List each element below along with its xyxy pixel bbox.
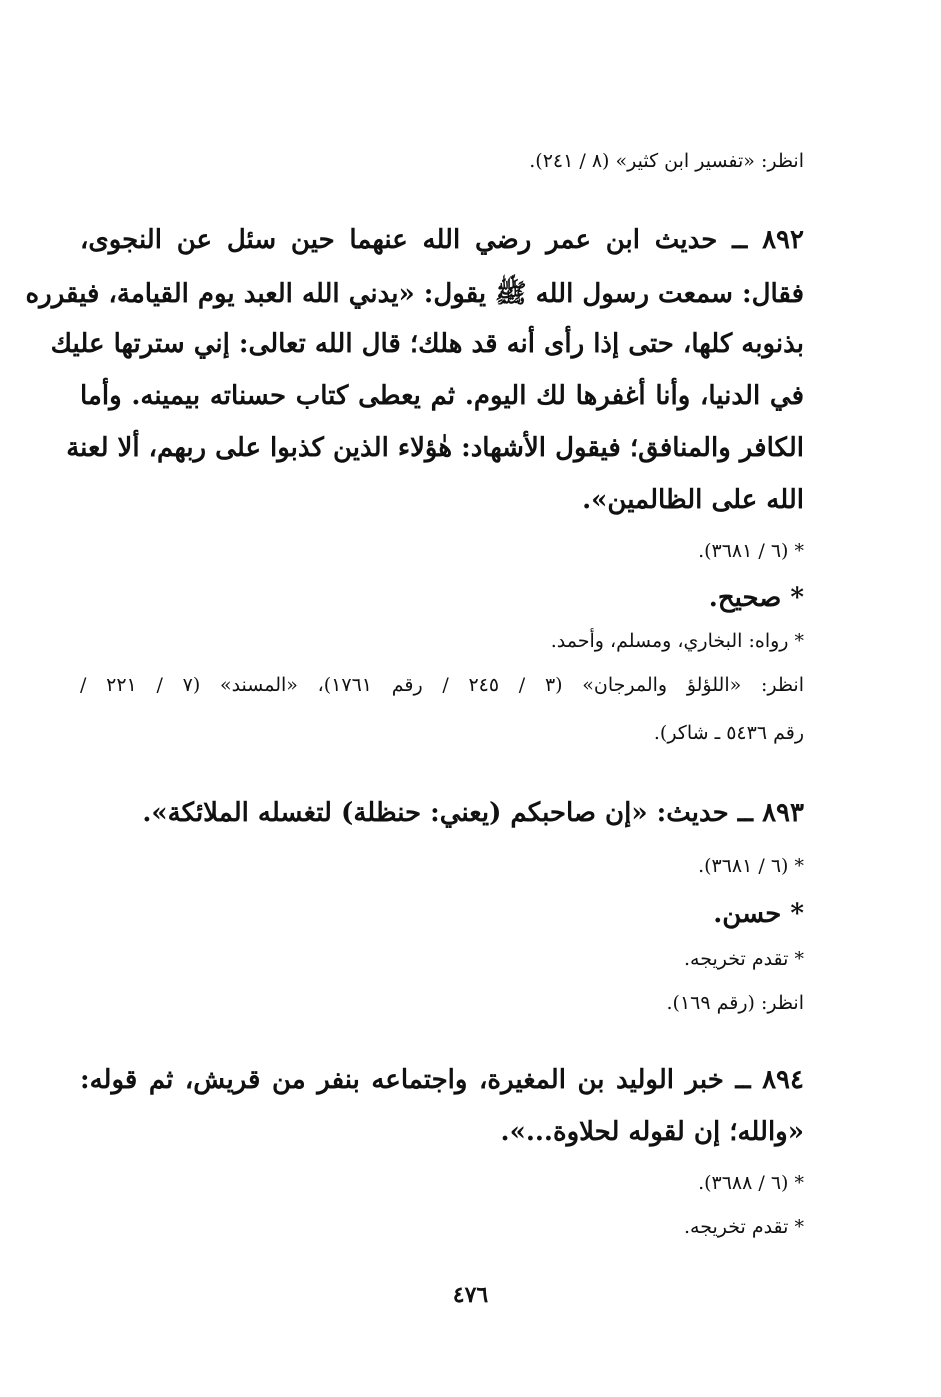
hadith-892-line-2: فقال: سمعت رسول الله ﷺ يقول: «يدني الله العبد يوم القيامة، فيقرره — [25, 279, 804, 309]
hadith-892-reference-line-2: رقم ٥٤٣٦ ـ شاكر). — [653, 722, 804, 744]
hadith-894-line-1: ٨٩٤ ــ خبر الوليد بن المغيرة، واجتماعه بنفر من قريش، ثم قوله: — [80, 1065, 804, 1095]
hadith-892-line-4: في الدنيا، وأنا أغفرها لك اليوم. ثم يعطى كتاب حسناته بيمينه. وأما — [80, 381, 804, 411]
hadith-892-line-3: بذنوبه كلها، حتى إذا رأى أنه قد هلك؛ قال الله تعالى: إني سترتها عليك — [50, 329, 804, 359]
hadith-893-takhrij: * تقدم تخريجه. — [683, 948, 804, 970]
book-page — [25, 0, 804, 1397]
hadith-892-line-6: الله على الظالمين». — [582, 485, 804, 515]
hadith-892-line-1: ٨٩٢ ــ حديث ابن عمر رضي الله عنهما حين سئل عن النجوى، — [80, 225, 804, 255]
hadith-892-narrators: * رواه: البخاري، ومسلم، وأحمد. — [550, 630, 804, 652]
hadith-894-volume-ref: * (٦ / ٣٦٨٨). — [698, 1172, 804, 1194]
hadith-893-text: ٨٩٣ ــ حديث: «إن صاحبكم (يعني: حنظلة) لتغسله الملائكة». — [142, 798, 804, 828]
hadith-894-takhrij: * تقدم تخريجه. — [683, 1216, 804, 1238]
hadith-892-volume-ref: * (٦ / ٣٦٨١). — [698, 540, 804, 562]
hadith-892-line-5: الكافر والمنافق؛ فيقول الأشهاد: هٰؤلاء الذين كذبوا على ربهم، ألا لعنة — [66, 433, 804, 463]
hadith-893-volume-ref: * (٦ / ٣٦٨١). — [698, 855, 804, 877]
hadith-892-grade: * صحيح. — [708, 583, 804, 613]
reference-line-tafsir: انظر: «تفسير ابن كثير» (٨ / ٢٤١). — [529, 150, 804, 172]
hadith-893-reference: انظر: (رقم ١٦٩). — [666, 992, 804, 1014]
page-number: ٤٧٦ — [452, 1282, 489, 1308]
hadith-892-reference-line-1: انظر: «اللؤلؤ والمرجان» (٣ / ٢٤٥ / رقم ١٧٦١)، «المسند» (٧ / ٢٢١ / — [80, 674, 804, 696]
hadith-894-line-2: «والله؛ إن لقوله لحلاوة...». — [500, 1117, 804, 1147]
hadith-893-grade: * حسن. — [713, 899, 804, 929]
